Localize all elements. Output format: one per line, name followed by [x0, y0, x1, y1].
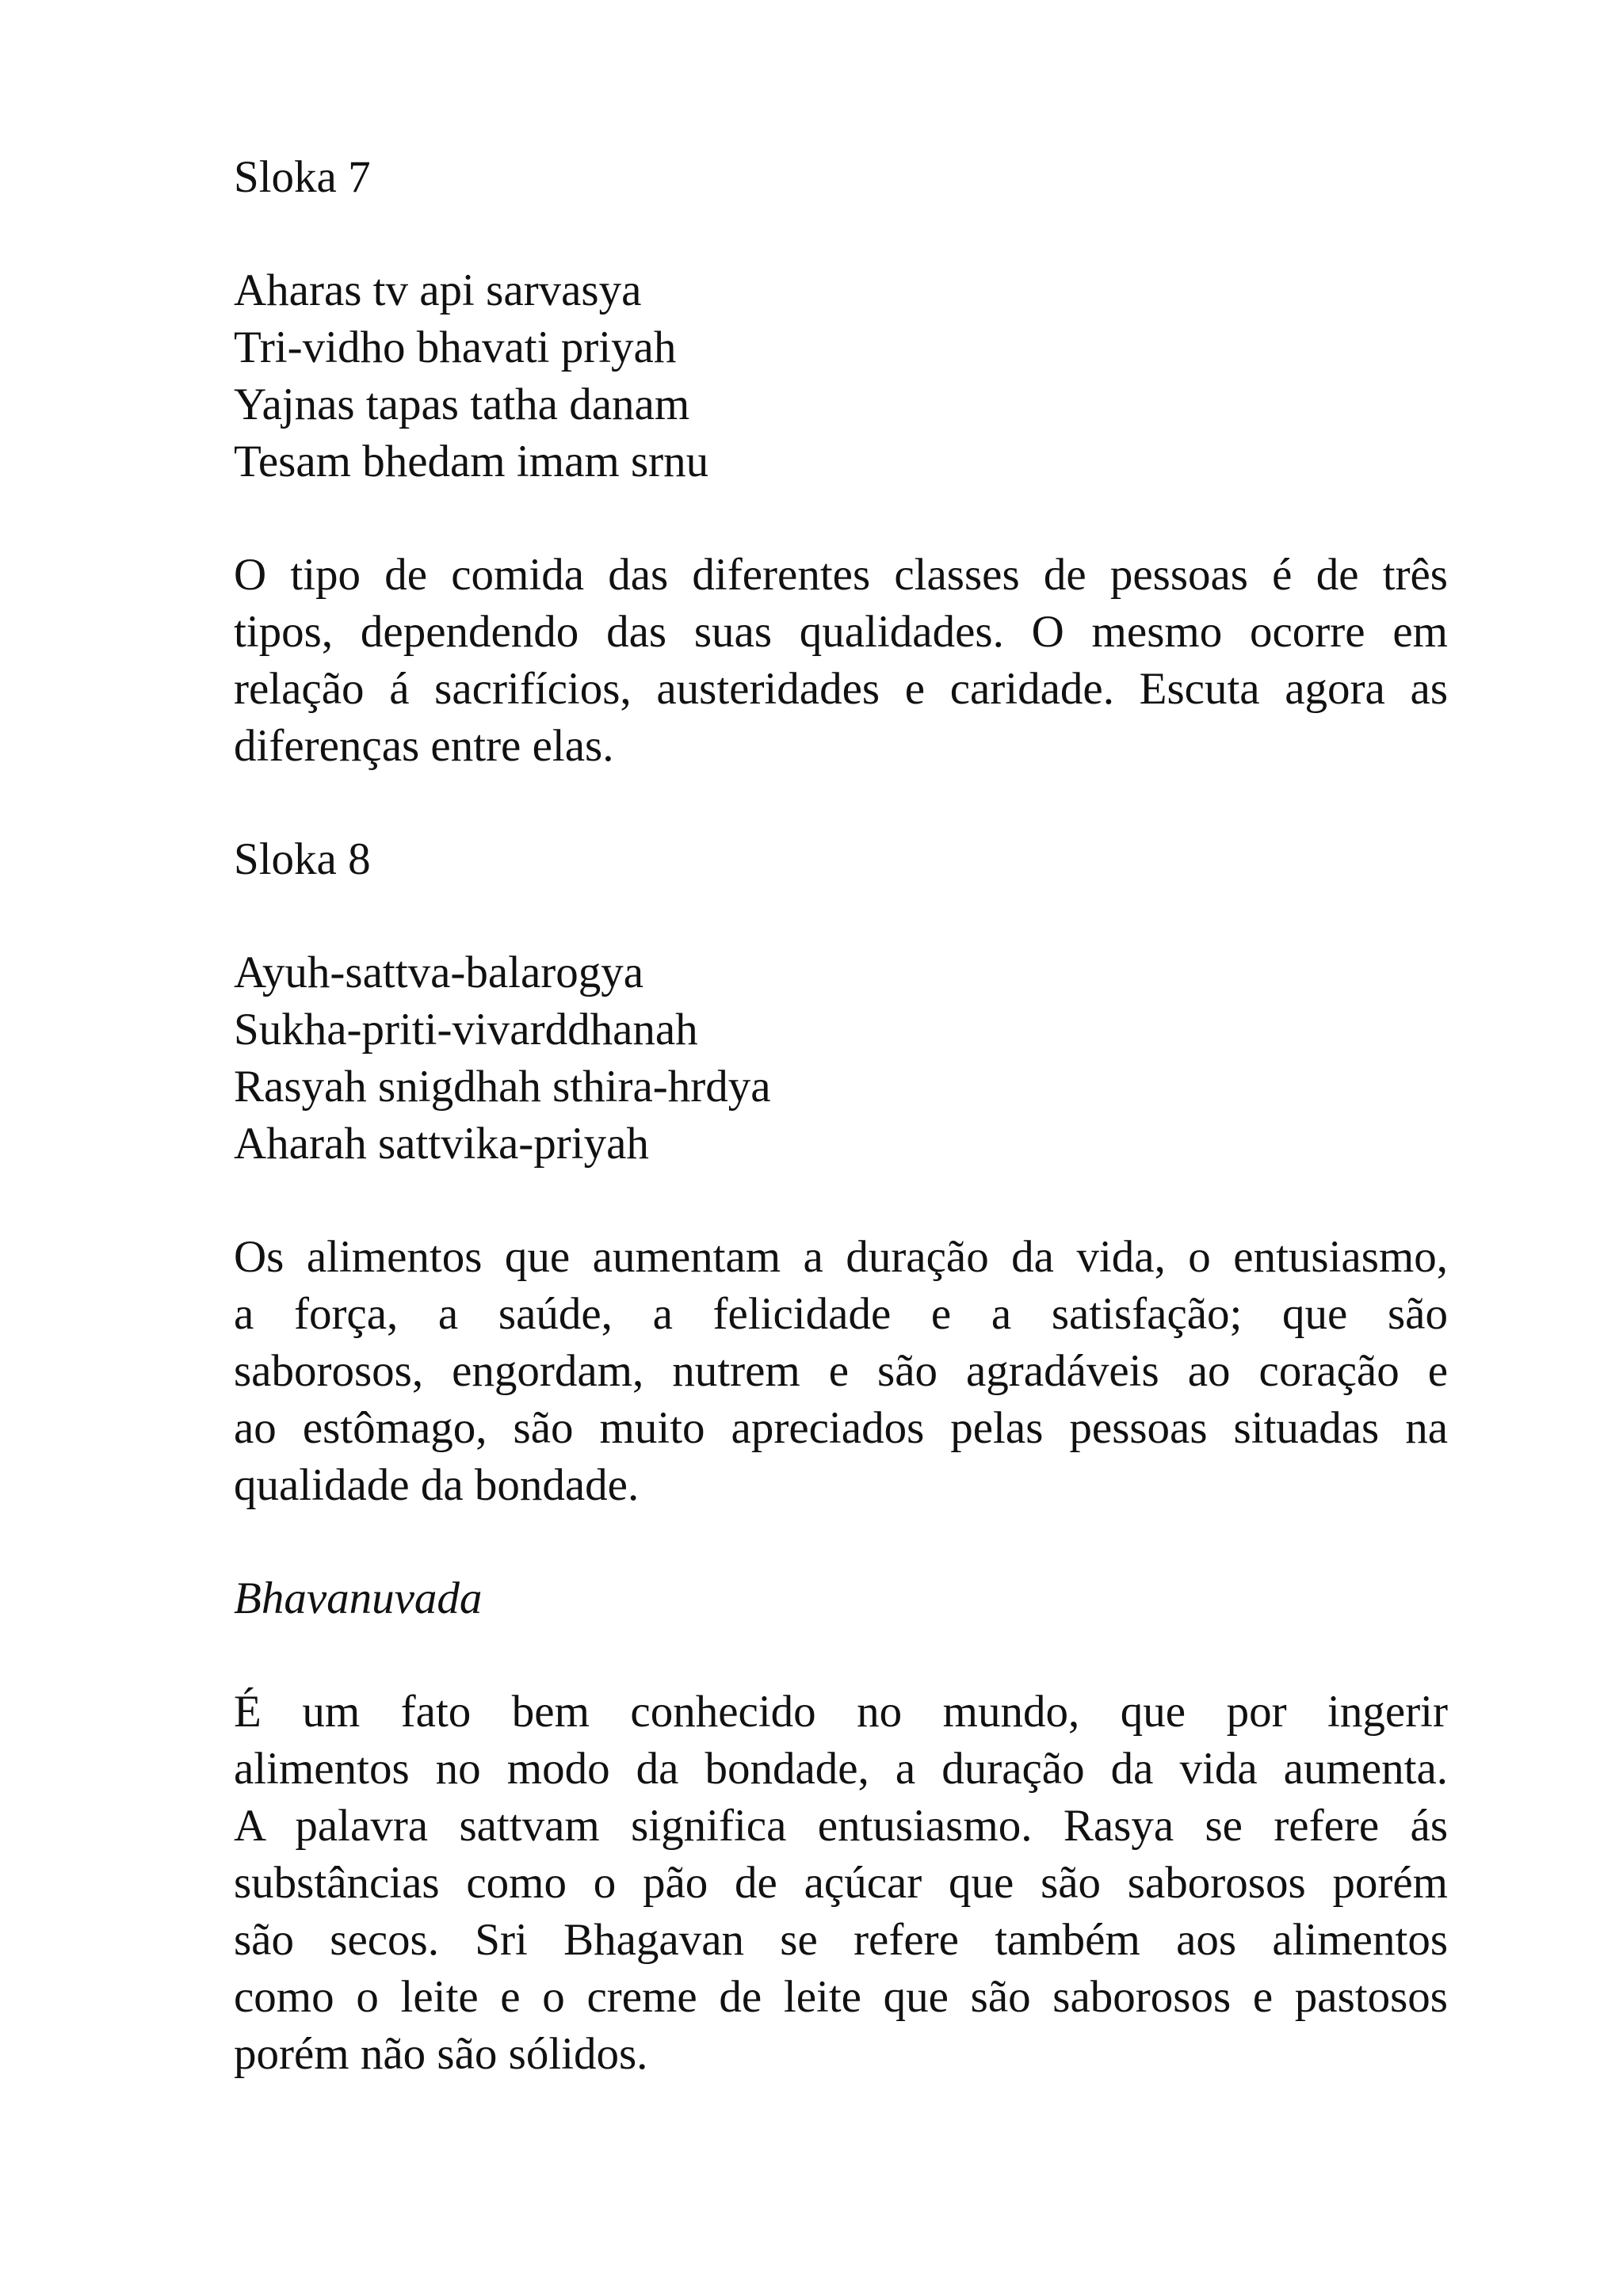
page-content	[234, 149, 1448, 2139]
translation-line: a força, a saúde, a felicidade e a satisfação; que são	[234, 1289, 1448, 1339]
translation-line: diferenças entre elas.	[234, 721, 614, 771]
sloka-8-heading: Sloka 8	[234, 834, 371, 884]
translation-line: tipos, dependendo das suas qualidades. O mesmo ocorre em	[234, 607, 1448, 657]
translation-line: qualidade da bondade.	[234, 1460, 640, 1510]
verse-line: Tri-vidho bhavati priyah	[234, 322, 677, 372]
translation-line: Os alimentos que aumentam a duração da vida, o entusiasmo,	[234, 1232, 1448, 1282]
commentary-line: como o leite e o creme de leite que são saborosos e pastosos	[234, 1972, 1448, 2022]
commentary-text	[234, 1684, 1448, 2083]
verse-line: Yajnas tapas tatha danam	[234, 379, 690, 429]
commentary-line: são secos. Sri Bhagavan se refere também aos alimentos	[234, 1915, 1448, 1965]
translation-line: ao estômago, são muito apreciados pelas pessoas situadas na	[234, 1403, 1448, 1453]
verse-line: Sukha-priti-vivarddhanah	[234, 1005, 698, 1055]
verse-line: Rasyah snigdhah sthira-hrdya	[234, 1062, 771, 1112]
commentary-line: porém não são sólidos.	[234, 2029, 648, 2079]
translation-line: O tipo de comida das diferentes classes de pessoas é de três	[234, 550, 1448, 600]
translation-line: saborosos, engordam, nutrem e são agradáveis ao coração e	[234, 1346, 1448, 1396]
verse-line: Aharas tv api sarvasya	[234, 265, 642, 315]
sloka-7-verse	[234, 262, 1448, 490]
sloka-8-translation	[234, 1229, 1448, 1514]
sloka-8-verse	[234, 944, 1448, 1173]
commentary-heading: Bhavanuvada	[234, 1573, 483, 1623]
commentary-line: substâncias como o pão de açúcar que são saborosos porém	[234, 1858, 1448, 1908]
sloka-7-translation	[234, 547, 1448, 775]
verse-line: Aharah sattvika-priyah	[234, 1119, 649, 1169]
sloka-7-heading: Sloka 7	[234, 152, 371, 202]
verse-line: Ayuh-sattva-balarogya	[234, 948, 644, 997]
commentary-line: É um fato bem conhecido no mundo, que por ingerir	[234, 1687, 1448, 1737]
translation-line: relação á sacrifícios, austeridades e caridade. Escuta agora as	[234, 664, 1448, 714]
commentary-line: alimentos no modo da bondade, a duração da vida aumenta.	[234, 1744, 1448, 1794]
commentary-line: A palavra sattvam significa entusiasmo. Rasya se refere ás	[234, 1801, 1448, 1851]
verse-line: Tesam bhedam imam srnu	[234, 437, 709, 486]
